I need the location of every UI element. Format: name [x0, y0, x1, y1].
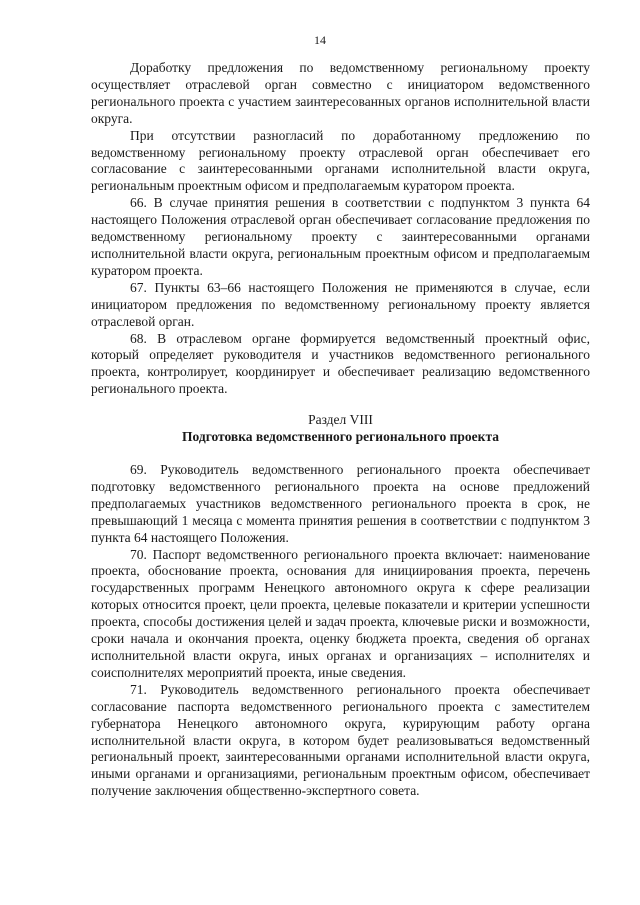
paragraph: При отсутствии разногласий по доработанному предложению по ведомственному региональному проекту отраслевой орган обеспечивает его согласование с заинтересованными органами исполнительной власти округа, региональным проектным офисом и предполагаемым куратором проекта.: [91, 127, 590, 194]
section-title: Подготовка ведомственного регионального проекта: [182, 428, 499, 444]
page-number: 14: [314, 33, 326, 47]
section-heading: [91, 412, 590, 446]
paragraph: 69. Руководитель ведомственного регионального проекта обеспечивает подготовку ведомственного регионального проекта на основе предложений предполагаемых участников ведомственного регионального проекта в срок, не превышающий 1 месяца с момента принятия решения в соответствии с подпунктом 3 пункта 64 настоящего Положения.: [91, 462, 590, 545]
section-label: Раздел VIII: [308, 412, 373, 427]
paragraph: 67. Пункты 63–66 настоящего Положения не применяются в случае, если инициатором предложения по ведомственному региональному проекту является отраслевой орган.: [91, 279, 590, 329]
paragraphs-before: [91, 60, 590, 398]
paragraph: 68. В отраслевом органе формируется ведомственный проектный офис, который определяет руководителя и участников ведомственного регионального проекта, контролирует, координирует и обеспечивает реализацию ведомственного регионального проекта.: [91, 330, 590, 397]
paragraph: Доработку предложения по ведомственному региональному проекту осуществляет отраслевой орган совместно с инициатором ведомственного регионального проекта с участием заинтересованных органов исполнительной власти округа.: [91, 60, 590, 126]
paragraph: 71. Руководитель ведомственного регионального проекта обеспечивает согласование паспорта ведомственного регионального проекта с заместителем губернатора Ненецкого автономного округа, курирующим работу органа исполнительной власти округа, в котором будет реализовываться ведомственный региональный проект, заинтересованными органами исполнительной власти округа, иными органами и организациями, региональным проектным офисом, обеспечивает получение заключения общественно-экспертного совета.: [91, 681, 590, 799]
paragraph: 66. В случае принятия решения в соответствии с подпунктом 3 пункта 64 настоящего Положения отраслевой орган обеспечивает согласование предложения по ведомственному региональному проекту с заинтересованными органами исполнительной власти округа, региональным проектным офисом и предполагаемым куратором проекта.: [91, 195, 590, 278]
paragraphs-after: [91, 462, 590, 800]
paragraph: 70. Паспорт ведомственного регионального проекта включает: наименование проекта, обоснование проекта, основания для инициирования проекта, перечень государственных программ Ненецкого автономного округа к сфере реализации которых относится проект, цели проекта, целевые показатели и критерии успешности проекта, способы достижения целей и задач проекта, ключевые риски и возможности, сроки начала и окончания проекта, оценку бюджета проекта, сведения об органах исполнительной власти округа, иных органах и организациях – исполнителях и соисполнителях мероприятий проекта, иные сведения.: [91, 546, 590, 680]
